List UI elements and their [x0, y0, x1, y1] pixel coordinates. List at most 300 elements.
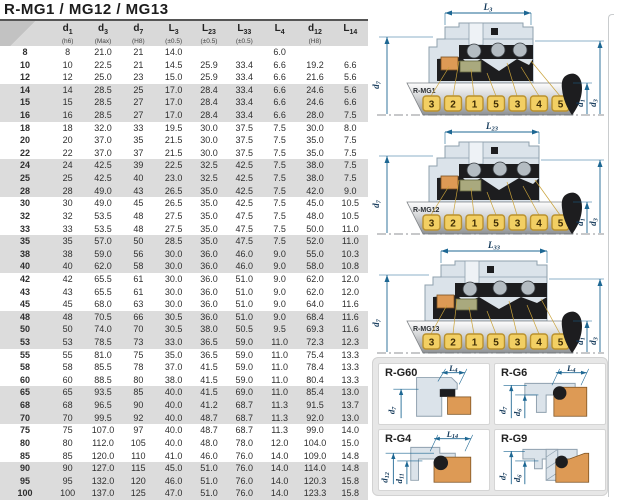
value-cell: 28.5 — [164, 236, 183, 247]
table-header — [0, 20, 368, 46]
value-cell: 7.5 — [273, 160, 286, 171]
set-screw — [491, 28, 498, 35]
value-cell: 49.0 — [94, 185, 112, 196]
value-cell: 50.0 — [306, 223, 324, 234]
value-cell: 52.0 — [306, 236, 324, 247]
value-cell: 75 — [133, 349, 144, 360]
size-cell: 68 — [19, 400, 30, 411]
dimension-L4 — [552, 364, 589, 385]
value-cell: 24.6 — [306, 97, 324, 108]
table-row — [0, 349, 368, 362]
value-cell: 13.3 — [341, 362, 360, 373]
value-cell: 23 — [133, 72, 144, 83]
table-row — [0, 311, 368, 324]
dimension-d6 — [512, 395, 538, 418]
value-cell: 30.0 — [164, 248, 183, 259]
part-number: 3 — [428, 218, 435, 230]
value-cell: 50 — [133, 236, 144, 247]
svg-text:L3: L3 — [483, 2, 493, 14]
value-cell: 36.0 — [200, 273, 218, 284]
value-cell: 26.5 — [164, 198, 183, 209]
value-cell: 85.4 — [306, 387, 324, 398]
value-cell: 12.0 — [341, 286, 360, 297]
value-cell: 92 — [133, 412, 144, 423]
spring — [491, 43, 505, 57]
value-cell: 45.0 — [306, 198, 324, 209]
value-cell: 36.0 — [200, 299, 218, 310]
value-cell: 11.3 — [271, 400, 289, 411]
value-cell: 55.0 — [306, 248, 324, 259]
value-cell: 45 — [62, 299, 73, 310]
value-cell: 30.5 — [164, 324, 183, 335]
value-cell: 30.0 — [306, 122, 324, 133]
seal-diagram-r-mg1 — [371, 1, 610, 120]
value-cell: 42 — [62, 273, 73, 284]
value-cell: 27 — [133, 110, 144, 121]
value-cell: 68.7 — [235, 400, 254, 411]
page-edge-border — [608, 14, 614, 497]
table-row — [0, 172, 368, 185]
table-row — [0, 197, 368, 210]
value-cell: 85 — [133, 387, 144, 398]
value-cell: 58.0 — [306, 261, 324, 272]
size-cell: 75 — [19, 425, 30, 436]
size-cell: 95 — [19, 475, 30, 486]
value-cell: 25.9 — [200, 72, 218, 83]
value-cell: 132.0 — [91, 475, 115, 486]
seal-face — [441, 57, 458, 70]
value-cell: 59.0 — [235, 374, 254, 385]
value-cell: 14.5 — [164, 59, 183, 70]
size-cell: 100 — [17, 488, 33, 499]
size-cell: 43 — [19, 286, 30, 297]
value-cell: 28.4 — [200, 97, 218, 108]
value-cell: 42.0 — [306, 185, 324, 196]
svg-text:d6: d6 — [512, 474, 524, 483]
value-cell: 16 — [62, 110, 73, 121]
value-cell: 91.5 — [306, 400, 324, 411]
value-cell: 65.5 — [94, 273, 112, 284]
value-cell: 37.5 — [235, 147, 254, 158]
value-cell: 30.0 — [164, 286, 183, 297]
value-cell: 24 — [62, 160, 73, 171]
value-cell: 50.5 — [235, 324, 254, 335]
value-cell: 32.5 — [200, 160, 218, 171]
spring — [493, 281, 507, 295]
table-row — [0, 286, 368, 299]
table-row — [0, 412, 368, 425]
value-cell: 36.0 — [200, 311, 218, 322]
size-cell: 38 — [19, 248, 30, 259]
value-cell: 61 — [133, 273, 144, 284]
value-cell: 14.0 — [164, 47, 183, 57]
value-cell: 65.5 — [94, 286, 112, 297]
svg-text:d3: d3 — [588, 218, 600, 226]
value-cell: 10 — [62, 59, 73, 70]
table-row — [0, 122, 368, 135]
page-title: R-MG1 / MG12 / MG13 — [4, 1, 169, 18]
value-cell: 48 — [133, 223, 144, 234]
value-cell: 104.0 — [303, 437, 327, 448]
value-cell: 45.0 — [164, 463, 183, 474]
part-number: 4 — [536, 337, 542, 349]
value-cell: 22 — [62, 147, 73, 158]
value-cell: 35.0 — [200, 223, 218, 234]
value-cell: 24.6 — [306, 84, 324, 95]
size-cell: 18 — [19, 122, 30, 133]
dimension-L3 — [445, 2, 531, 25]
size-cell: 50 — [19, 324, 30, 335]
value-cell: 61 — [133, 286, 144, 297]
size-cell: 40 — [19, 261, 30, 272]
table-row — [0, 134, 368, 147]
svg-text:L33: L33 — [488, 240, 500, 252]
value-cell: 27.5 — [164, 210, 183, 221]
value-cell: 109.0 — [303, 450, 327, 461]
part-number: 3 — [514, 337, 521, 349]
column-header: $d_7$ (H8) — [132, 22, 145, 45]
value-cell: 33.4 — [235, 59, 254, 70]
svg-text:d1: d1 — [575, 337, 587, 345]
value-cell: 6.6 — [344, 97, 357, 108]
value-cell: 14.8 — [341, 463, 360, 474]
value-cell: 120.3 — [303, 475, 327, 486]
value-cell: 27 — [133, 97, 144, 108]
column-header: $d_3$ (Max) — [94, 22, 112, 45]
value-cell: 40.0 — [164, 437, 183, 448]
value-cell: 30.0 — [164, 273, 183, 284]
part-number: 4 — [536, 218, 542, 230]
value-cell: 12.0 — [270, 437, 289, 448]
value-cell: 76.0 — [235, 475, 254, 486]
value-cell: 36.5 — [200, 337, 218, 348]
value-cell: 11.0 — [271, 362, 289, 373]
value-cell: 63 — [133, 299, 144, 310]
value-cell: 80 — [62, 437, 73, 448]
size-cell: 28 — [19, 185, 30, 196]
column-header: $L_{33}$ (±0.5) — [235, 22, 253, 45]
table-row — [0, 399, 368, 412]
value-cell: 46.0 — [235, 261, 254, 272]
value-cell: 7.5 — [273, 173, 286, 184]
value-cell: 33 — [62, 223, 73, 234]
size-cell: 60 — [19, 374, 30, 385]
value-cell: 9.0 — [273, 248, 286, 259]
value-cell: 11.0 — [271, 337, 289, 348]
value-cell: 19.2 — [306, 59, 324, 70]
value-cell: 41.5 — [200, 387, 218, 398]
value-cell: 46.0 — [235, 248, 254, 259]
value-cell: 28.5 — [94, 84, 112, 95]
size-cell: 85 — [19, 450, 30, 461]
value-cell: 10.5 — [341, 210, 360, 221]
value-cell: 40 — [62, 261, 73, 272]
value-cell: 57.0 — [94, 236, 112, 247]
value-cell: 11.0 — [341, 223, 359, 234]
value-cell: 5.6 — [344, 84, 357, 95]
value-cell: 21.6 — [306, 72, 324, 83]
value-cell: 38.0 — [164, 374, 183, 385]
value-cell: 40.0 — [164, 412, 183, 423]
value-cell: 17.0 — [164, 84, 183, 95]
value-cell: 58 — [62, 362, 73, 373]
value-cell: 9.0 — [273, 261, 286, 272]
value-cell: 18 — [62, 122, 73, 133]
value-cell: 112.0 — [92, 437, 114, 448]
value-cell: 48.7 — [200, 425, 218, 436]
value-cell: 8 — [65, 47, 71, 57]
set-screw-slot — [469, 23, 483, 45]
value-cell: 49.0 — [94, 198, 112, 209]
value-cell: 123.3 — [303, 488, 327, 499]
value-cell — [297, 46, 332, 59]
value-cell: 7.5 — [273, 236, 286, 247]
value-cell: 74.0 — [94, 324, 112, 335]
value-cell: 23.0 — [164, 173, 183, 184]
value-cell: 32 — [62, 210, 73, 221]
part-number: 2 — [450, 218, 456, 230]
value-cell: 53.5 — [94, 210, 112, 221]
value-cell: 14.0 — [270, 475, 289, 486]
value-cell: 38 — [62, 248, 73, 259]
size-cell: 15 — [19, 97, 30, 108]
table-row — [0, 386, 368, 399]
value-cell: 28.4 — [200, 84, 218, 95]
value-cell: 11.6 — [341, 311, 359, 322]
value-cell: 32.5 — [200, 173, 218, 184]
size-cell: 24 — [19, 160, 30, 171]
value-cell — [333, 46, 368, 59]
table-row — [0, 475, 368, 488]
value-cell: 7.5 — [273, 147, 286, 158]
value-cell: 17.0 — [164, 110, 183, 121]
part-number-tags — [423, 96, 569, 111]
svg-text:d7: d7 — [371, 81, 383, 89]
value-cell: 68 — [62, 400, 73, 411]
value-cell: 6.6 — [273, 97, 286, 108]
o-ring — [555, 456, 568, 469]
seat-name: R-G9 — [501, 433, 528, 445]
value-cell: 47.5 — [235, 210, 254, 221]
svg-text:d7: d7 — [497, 472, 509, 481]
svg-text:d11: d11 — [394, 473, 406, 484]
value-cell: 25.9 — [200, 59, 218, 70]
value-cell: 75.4 — [306, 349, 324, 360]
value-cell: 69.0 — [235, 387, 254, 398]
value-cell: 68.0 — [94, 299, 112, 310]
value-cell: 6.6 — [344, 59, 357, 70]
value-cell: 65 — [62, 387, 73, 398]
value-cell: 78 — [133, 362, 144, 373]
size-cell: 32 — [19, 210, 30, 221]
size-cell: 48 — [19, 311, 30, 322]
value-cell: 11.3 — [271, 412, 289, 423]
value-cell: 81.0 — [94, 349, 112, 360]
value-cell: 120 — [130, 475, 146, 486]
part-number: 3 — [428, 337, 435, 349]
value-cell: 105 — [130, 437, 146, 448]
value-cell: 33.4 — [235, 72, 254, 83]
seat-ring — [460, 61, 481, 72]
value-cell: 39 — [133, 160, 144, 171]
value-cell: 42.5 — [94, 160, 112, 171]
value-cell: 9.5 — [273, 324, 286, 335]
value-cell: 7.5 — [273, 210, 286, 221]
value-cell: 28.4 — [200, 110, 218, 121]
table-row — [0, 109, 368, 122]
value-cell: 32.0 — [94, 122, 112, 133]
value-cell: 30.0 — [200, 135, 218, 146]
value-cell: 42.5 — [235, 198, 254, 209]
seal-face — [437, 295, 454, 308]
value-cell: 69.3 — [306, 324, 324, 335]
value-cell: 7.5 — [273, 185, 286, 196]
seal-diagram-r-mg12 — [371, 120, 610, 239]
part-number: 5 — [493, 337, 499, 349]
value-cell: 14.0 — [270, 463, 289, 474]
value-cell: 30.0 — [200, 122, 218, 133]
part-number: 4 — [536, 99, 542, 111]
value-cell: 11.6 — [341, 299, 359, 310]
diagram-title: R-MG1 — [413, 88, 436, 95]
value-cell: 40.0 — [164, 387, 183, 398]
value-cell: 70 — [133, 324, 144, 335]
size-cell: 42 — [19, 273, 30, 284]
svg-text:d1: d1 — [575, 99, 587, 107]
svg-text:d1: d1 — [575, 218, 587, 226]
value-cell: 7.5 — [344, 160, 357, 171]
value-cell: 137.0 — [91, 488, 115, 499]
value-cell: 76.0 — [235, 463, 254, 474]
value-cell: 15.0 — [341, 437, 360, 448]
seat-name: R-G4 — [385, 433, 412, 445]
table-row — [0, 424, 368, 437]
size-cell: 30 — [19, 198, 30, 209]
value-cell: 13.3 — [341, 349, 360, 360]
value-cell: 37.5 — [235, 135, 254, 146]
spring — [467, 163, 481, 177]
value-cell: 28.0 — [306, 110, 324, 121]
svg-text:L23: L23 — [486, 121, 498, 133]
value-cell: 11.0 — [271, 374, 289, 385]
value-cell: 7.5 — [273, 198, 286, 209]
size-cell: 20 — [19, 135, 30, 146]
value-cell: 66 — [133, 311, 144, 322]
value-cell: 114.0 — [304, 463, 326, 474]
value-cell: 51.0 — [235, 311, 254, 322]
value-cell: 76.0 — [235, 450, 254, 461]
value-cell: 6.0 — [273, 47, 286, 57]
svg-text:L14: L14 — [446, 430, 459, 441]
value-cell: 35.0 — [200, 236, 218, 247]
value-cell: 78.4 — [306, 362, 324, 373]
value-cell: 99.0 — [306, 425, 324, 436]
table-row — [0, 374, 368, 387]
seat-card-r-g6 — [494, 363, 606, 425]
value-cell: 21 — [133, 59, 144, 70]
value-cell: 55 — [62, 349, 73, 360]
value-cell: 33.0 — [164, 337, 183, 348]
value-cell: 35 — [133, 135, 144, 146]
value-cell: 14.8 — [341, 450, 360, 461]
value-cell: 47.5 — [235, 223, 254, 234]
part-number: 3 — [514, 218, 521, 230]
part-number: 5 — [557, 218, 564, 230]
value-cell: 95 — [62, 475, 73, 486]
value-cell: 25 — [62, 173, 73, 184]
value-cell: 7.5 — [344, 110, 357, 121]
value-cell: 26.5 — [164, 185, 183, 196]
value-cell: 30.0 — [164, 299, 183, 310]
size-cell: 12 — [19, 72, 30, 83]
seat-ring — [448, 397, 471, 414]
value-cell: 38.0 — [306, 173, 324, 184]
part-number: 1 — [471, 337, 478, 349]
value-cell: 75 — [62, 425, 73, 436]
value-cell: 9.0 — [273, 286, 286, 297]
spring — [521, 281, 535, 295]
seat-options-panel — [372, 357, 608, 496]
value-cell: 14.0 — [270, 450, 289, 461]
value-cell: 8.0 — [344, 122, 357, 133]
value-cell — [191, 46, 226, 59]
part-number: 5 — [493, 99, 499, 111]
value-cell: 90 — [133, 400, 144, 411]
value-cell: 68.7 — [235, 425, 254, 436]
table-row — [0, 185, 368, 198]
seat-card-r-g4 — [378, 429, 490, 491]
diagram-column — [371, 0, 611, 500]
value-cell: 5.6 — [344, 72, 357, 83]
value-cell: 53.5 — [94, 223, 112, 234]
value-cell: 51.0 — [235, 273, 254, 284]
size-cell: 33 — [19, 223, 30, 234]
value-cell: 22.5 — [94, 59, 112, 70]
value-cell: 35 — [62, 236, 73, 247]
value-cell: 78.5 — [94, 337, 112, 348]
table-row — [0, 336, 368, 349]
value-cell: 25 — [133, 84, 144, 95]
value-cell: 47.5 — [235, 236, 254, 247]
svg-text:d7: d7 — [371, 200, 383, 208]
value-cell: 59.0 — [235, 362, 254, 373]
value-cell: 51.0 — [235, 299, 254, 310]
table-row — [0, 361, 368, 374]
value-cell: 28.5 — [94, 110, 112, 121]
size-cell: 14 — [19, 84, 30, 95]
table-row — [0, 450, 368, 463]
table-row — [0, 159, 368, 172]
value-cell: 11.0 — [271, 349, 289, 360]
value-cell: 42.5 — [235, 185, 254, 196]
value-cell: 10.8 — [341, 261, 360, 272]
value-cell: 17.0 — [164, 97, 183, 108]
column-header: $d_1$ (h6) — [61, 22, 74, 45]
size-cell: 65 — [19, 387, 30, 398]
part-number-tags — [423, 215, 569, 230]
value-cell: 88.5 — [94, 374, 112, 385]
value-cell: 93.5 — [94, 387, 112, 398]
svg-text:d7: d7 — [386, 406, 398, 415]
dimension-d7 — [386, 389, 418, 418]
value-cell: 33.4 — [235, 110, 254, 121]
set-screw — [491, 147, 498, 154]
table-row — [0, 487, 368, 500]
size-cell: 22 — [19, 147, 30, 158]
set-screw-slot — [469, 142, 483, 164]
table-row — [0, 147, 368, 160]
value-cell: 11.0 — [341, 236, 359, 247]
